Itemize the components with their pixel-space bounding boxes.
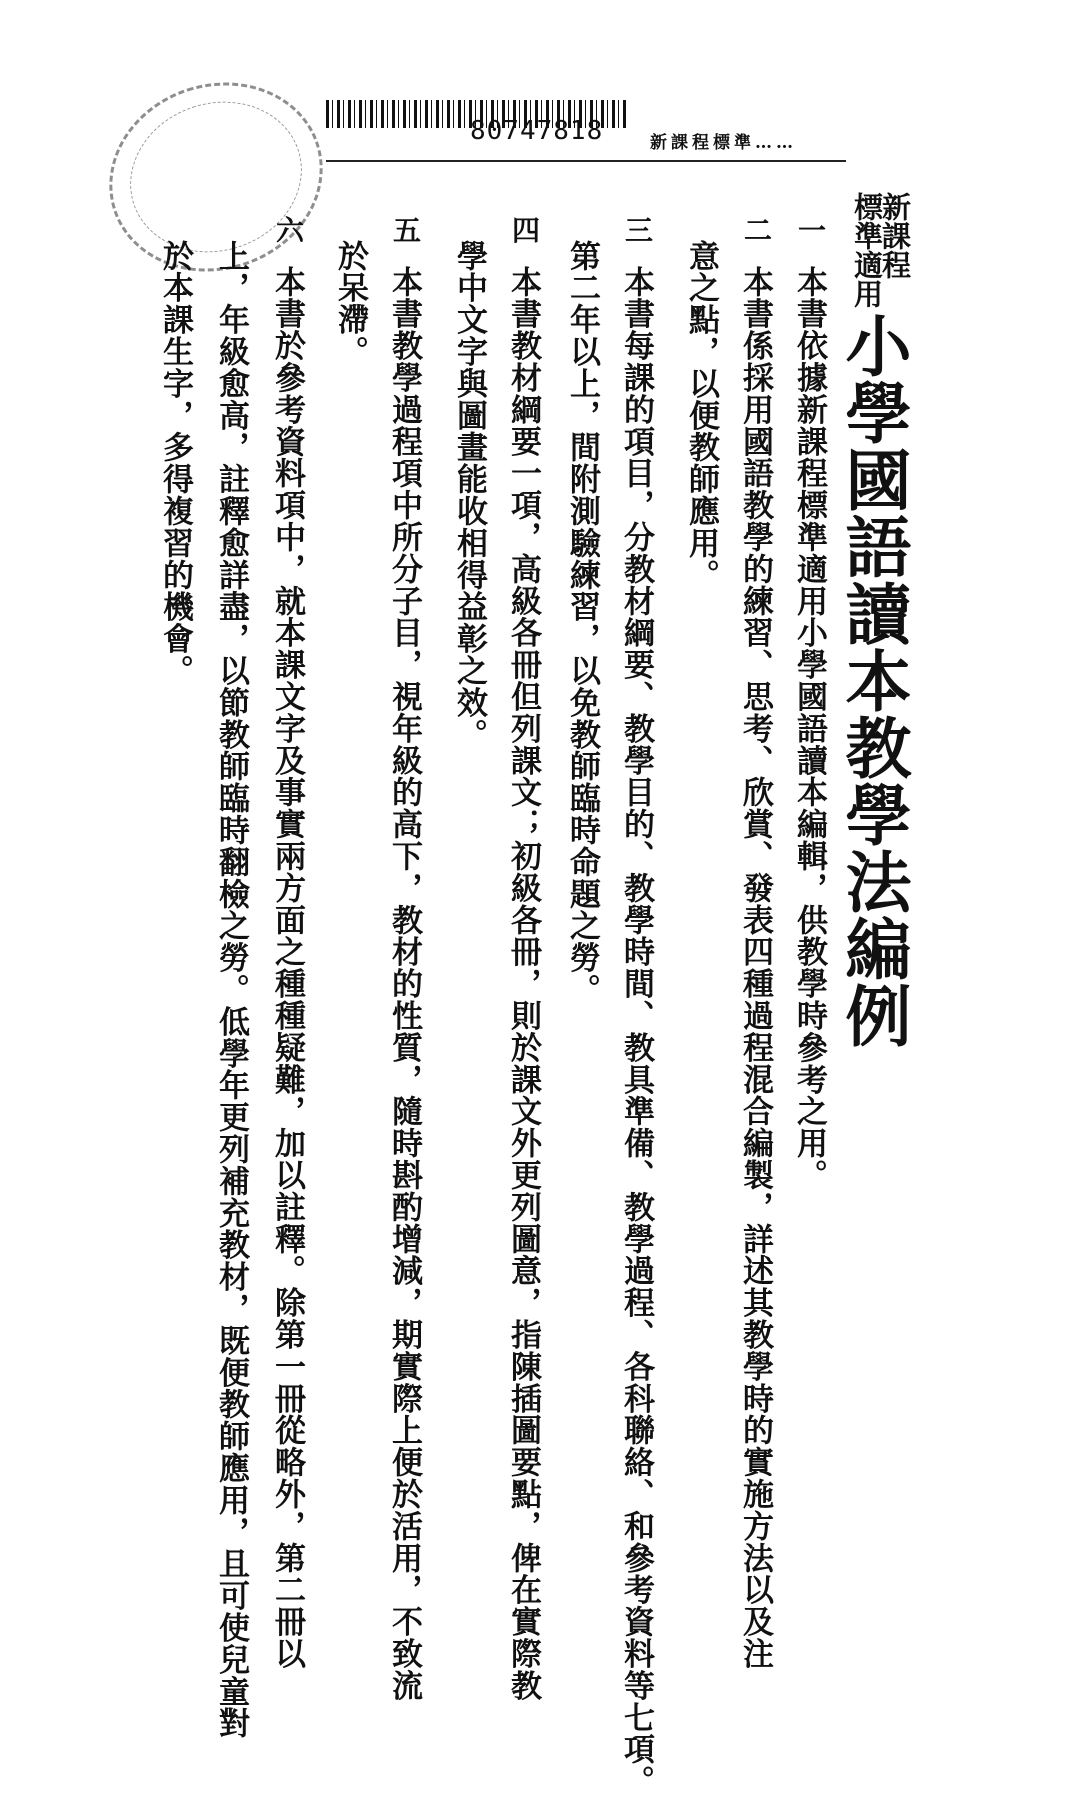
- barcode-number: 80747818: [470, 116, 604, 146]
- running-head: 新課程標準……: [650, 133, 797, 153]
- item-number: 五: [392, 214, 421, 247]
- item-number: 一: [797, 214, 826, 247]
- item-number: 六: [275, 214, 304, 247]
- subtitle-line-2: 標準適用: [850, 192, 884, 308]
- item-text-line: 上，年級愈高，註釋愈詳盡，以節教師臨時翻檢之勞。低學年更列補充教材，既便教師應用，且可使兒童對: [213, 240, 249, 1740]
- item-number: 三: [624, 214, 653, 247]
- item-text-line: 本書每課的項目，分教材綱要、教學目的、教學時間、教具準備、教學過程、各科聯絡、和參考資料等七項。: [618, 266, 654, 1797]
- item-text-line: 本書依據新課程標準適用小學國語讀本編輯，供教學時參考之用。: [791, 266, 827, 1192]
- page-title: 小學國語讀本教學法編例: [834, 312, 912, 1049]
- item-text-line: 學中文字與圖畫能收相得益彰之效。: [451, 240, 487, 751]
- header-rule: [326, 160, 846, 162]
- item-text-line: 本書教學過程項中所分子目，視年級的高下，教材的性質，隨時斟酌增減，期實際上便於活用，不致流: [386, 266, 422, 1702]
- item-number: 四: [511, 214, 540, 247]
- item-number: 二: [743, 214, 772, 247]
- item-text-line: 於呆滯。: [332, 240, 368, 368]
- item-text-line: 本書係採用國語教學的練習、思考、欣賞、發表四種過程混合編製，詳述其教學時的實施方法以及注: [737, 266, 773, 1670]
- subtitle-line-1: 新課程: [878, 192, 912, 279]
- item-text-line: 於本課生字，多得複習的機會。: [157, 240, 193, 687]
- item-text-line: 本書於參考資料項中，就本課文字及事實兩方面之種種疑難，加以註釋。除第一冊從略外，第二冊以: [269, 266, 305, 1670]
- item-text-line: 第二年以上，間附測驗練習，以免教師臨時命題之勞。: [564, 240, 600, 1006]
- item-text-line: 本書教材綱要一項，高級各冊但列課文；初級各冊，則於課文外更列圖意，指陳插圖要點，俾在實際教: [505, 266, 541, 1702]
- item-text-line: 意之點，以便教師應用。: [683, 240, 719, 591]
